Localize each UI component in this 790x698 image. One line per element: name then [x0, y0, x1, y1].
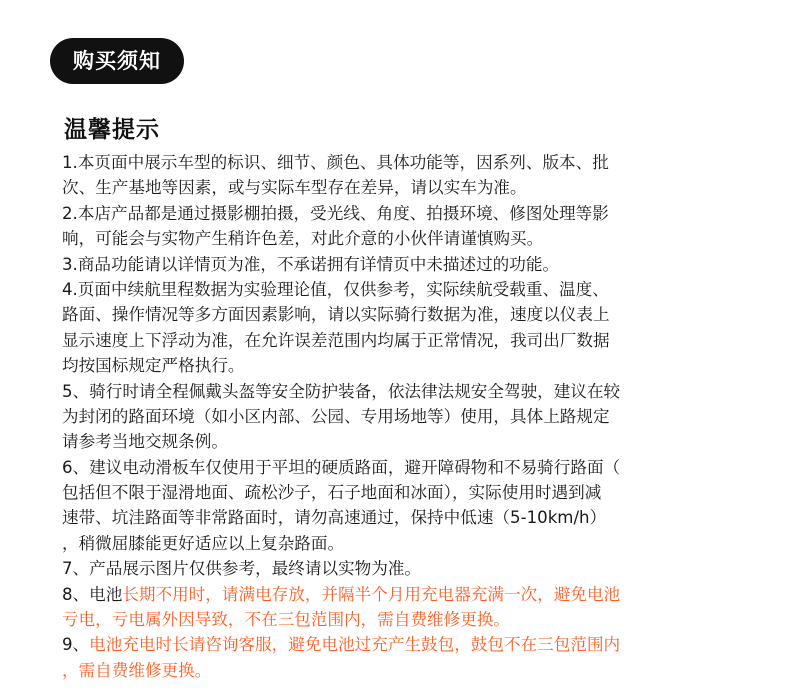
note-text: 速带、坑洼路面等非常路面时，请勿高速通过，保持中低速（5-10km/h）: [62, 508, 607, 528]
note-text: 请参考当地交规条例。: [62, 432, 228, 452]
note-text: 5、骑行时请全程佩戴头盔等安全防护装备，依法律法规安全驾驶，建议在较: [62, 381, 621, 401]
note-text: 6、建议电动滑板车仅使用于平坦的硬质路面，避开障碍物和不易骑行路面（: [62, 457, 621, 477]
note-text: 7、产品展示图片仅供参考，最终请以实物为准。: [62, 559, 422, 579]
note-text: 9、: [62, 635, 90, 655]
note-line: [62, 277, 732, 302]
note-text: 8、电池: [62, 584, 123, 604]
note-highlight-text: ，需自费维修更换。: [62, 660, 212, 680]
note-line: [62, 404, 732, 429]
note-text: 均按国标规定严格执行。: [62, 356, 245, 376]
note-line: [62, 455, 732, 480]
note-text: 路面、操作情况等多方面因素影响，请以实际骑行数据为准，速度以仪表上: [62, 305, 610, 325]
note-line: [62, 505, 732, 530]
note-line: [62, 201, 732, 226]
note-text: 响，可能会与实物产生稍许色差，对此介意的小伙伴请谨慎购买。: [62, 229, 544, 249]
note-line: [62, 175, 732, 200]
note-line: [62, 531, 732, 556]
note-line: [62, 607, 732, 632]
note-line: [62, 353, 732, 378]
section-badge: 购买须知: [50, 38, 184, 84]
note-text: 1.本页面中展示车型的标识、细节、颜色、具体功能等，因系列、版本、批: [62, 153, 609, 172]
note-line: [62, 632, 732, 657]
note-text: ，稍微屈膝能更好适应以上复杂路面。: [62, 533, 345, 553]
note-text: 4.页面中续航里程数据为实验理论值，仅供参考，实际续航受载重、温度、: [62, 279, 609, 299]
note-line: [62, 582, 732, 607]
notes-list: [62, 150, 732, 683]
note-line: [62, 556, 732, 581]
note-line: [62, 379, 732, 404]
note-line: [62, 480, 732, 505]
note-highlight-text: 电池充电时长请咨询客服，避免电池过充产生鼓包，鼓包不在三包范围内: [89, 635, 621, 655]
note-text: 3.商品功能请以详情页为准，不承诺拥有详情页中未描述过的功能。: [62, 254, 560, 274]
note-line: [62, 658, 732, 683]
note-line: [62, 252, 732, 277]
page-heading: 温馨提示: [64, 117, 160, 143]
note-line: [62, 302, 732, 327]
note-text: 包括但不限于湿滑地面、疏松沙子，石子地面和冰面），实际使用时遇到减: [62, 483, 602, 503]
note-text: 2.本店产品都是通过摄影棚拍摄，受光线、角度、拍摄环境、修图处理等影: [62, 203, 609, 223]
note-highlight-text: 长期不用时，请满电存放，并隔半个月用充电器充满一次，避免电池: [122, 584, 621, 604]
note-line: [62, 429, 732, 454]
note-line: [62, 150, 732, 175]
note-highlight-text: 亏电，亏电属外因导致，不在三包范围内，需自费维修更换。: [62, 610, 511, 630]
note-text: 次、生产基地等因素，或与实际车型存在差异，请以实车为准。: [62, 178, 527, 198]
note-text: 为封闭的路面环境（如小区内部、公园、专用场地等）使用，具体上路规定: [62, 406, 610, 426]
note-line: [62, 226, 732, 251]
note-text: 显示速度上下浮动为准，在允许误差范围内均属于正常情况，我司出厂数据: [62, 330, 610, 350]
note-line: [62, 328, 732, 353]
